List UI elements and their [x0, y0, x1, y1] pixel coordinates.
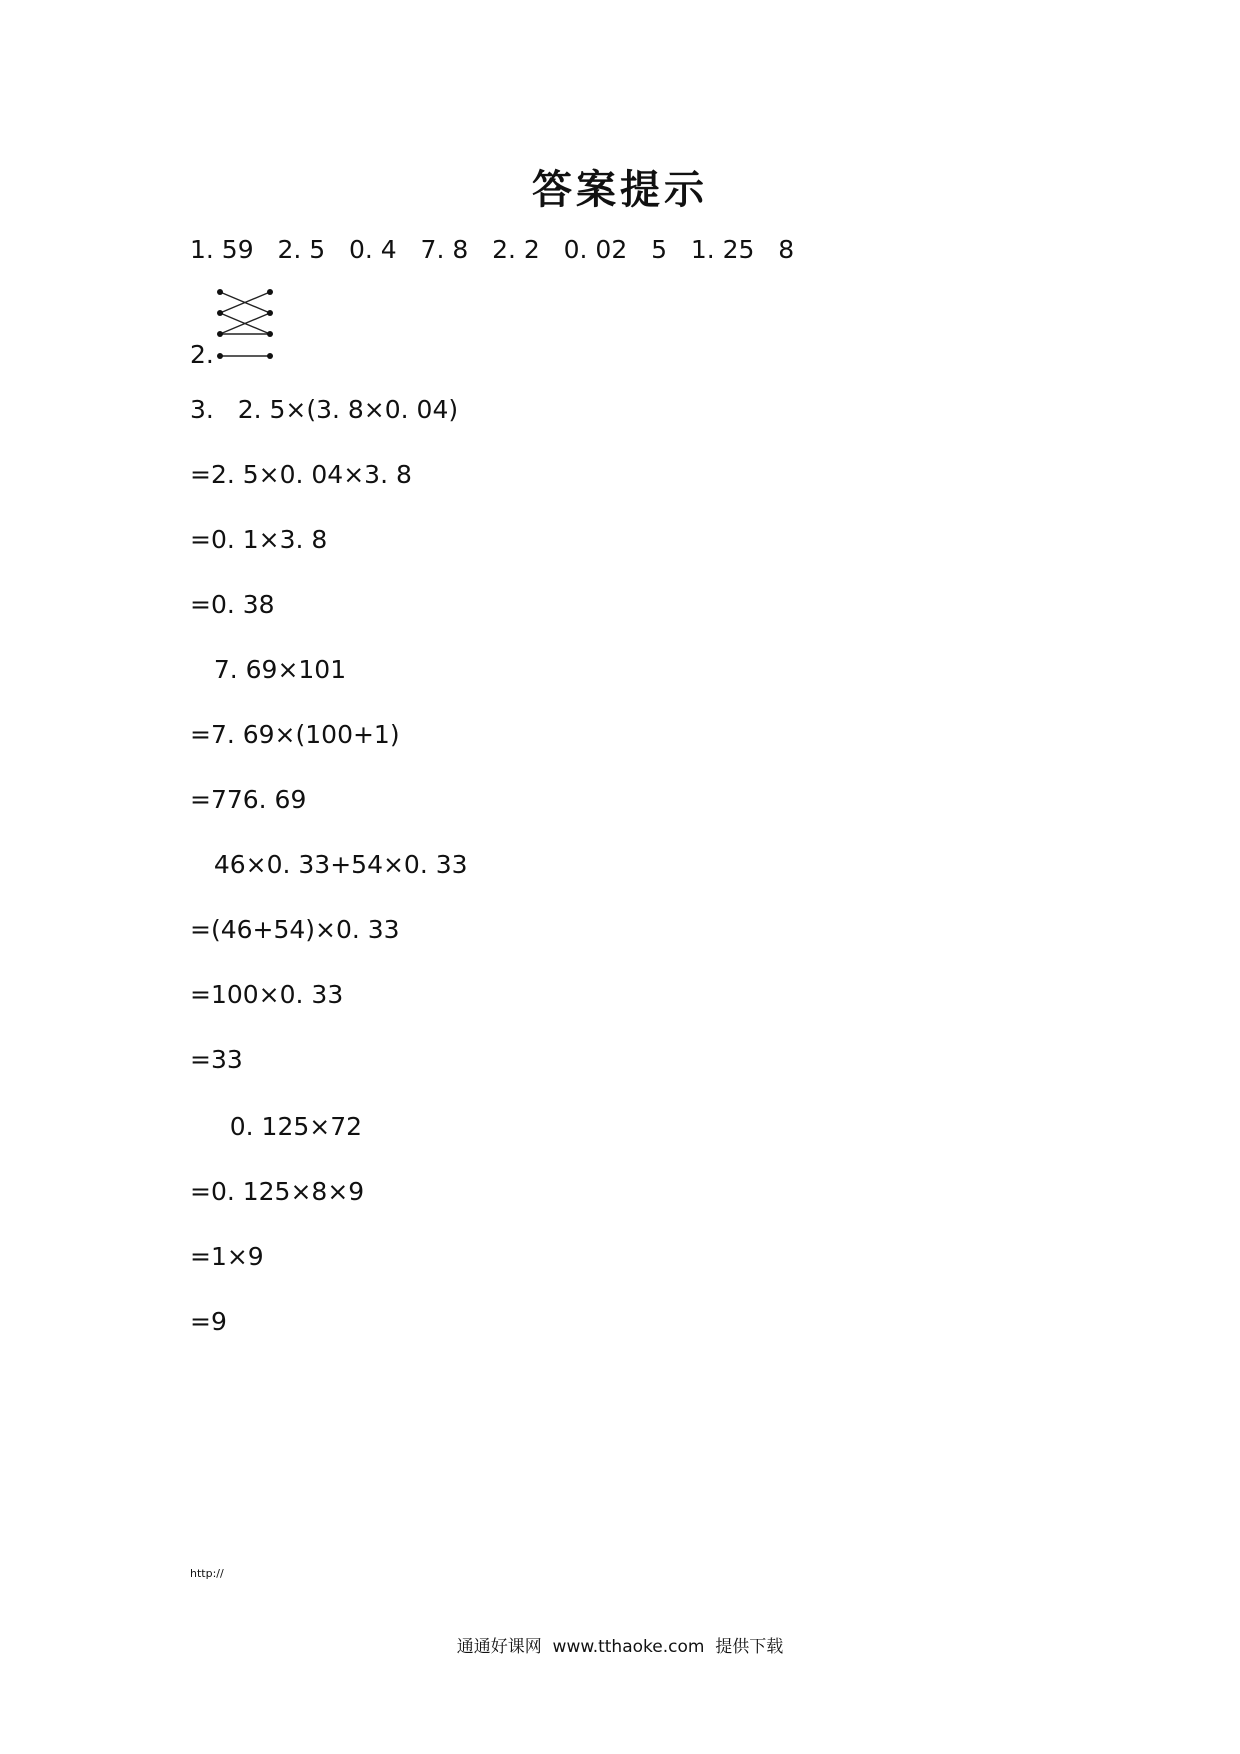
- q3-line: =2. 5×0. 04×3. 8: [190, 460, 412, 489]
- page-title: 答案提示: [532, 166, 708, 213]
- q3-line: =100×0. 33: [190, 980, 344, 1009]
- q3-line: =7. 69×(100+1): [190, 720, 400, 749]
- match-dot: [267, 353, 273, 359]
- match-dot: [217, 289, 223, 295]
- q3-line: =0. 125×8×9: [190, 1177, 365, 1206]
- match-dot: [217, 353, 223, 359]
- q3-line: =0. 1×3. 8: [190, 525, 328, 554]
- q3-line: =776. 69: [190, 785, 307, 814]
- match-dot: [267, 331, 273, 337]
- q3-line: 7. 69×101: [190, 655, 347, 684]
- match-dot: [217, 310, 223, 316]
- q3-line: 3. 2. 5×(3. 8×0. 04): [190, 395, 459, 424]
- footer-credit: 通通好课网 www.tthaoke.com 提供下载: [456, 1637, 784, 1657]
- match-dot: [217, 331, 223, 337]
- q3-line: =(46+54)×0. 33: [190, 915, 400, 944]
- q3-line: =0. 38: [190, 590, 275, 619]
- answer-q1: 1. 59 2. 5 0. 4 7. 8 2. 2 0. 02 5 1. 25 8: [190, 235, 795, 264]
- answer-q2-number: 2.: [190, 340, 214, 369]
- q3-line: =1×9: [190, 1242, 264, 1271]
- matching-lines-figure: [214, 288, 284, 362]
- q3-line: =9: [190, 1307, 227, 1336]
- q3-line: 46×0. 33+54×0. 33: [190, 850, 468, 879]
- match-dot: [267, 289, 273, 295]
- q3-line: =33: [190, 1045, 243, 1074]
- match-dot: [267, 310, 273, 316]
- q3-line: 0. 125×72: [190, 1112, 363, 1141]
- small-link-text: http://: [190, 1567, 224, 1580]
